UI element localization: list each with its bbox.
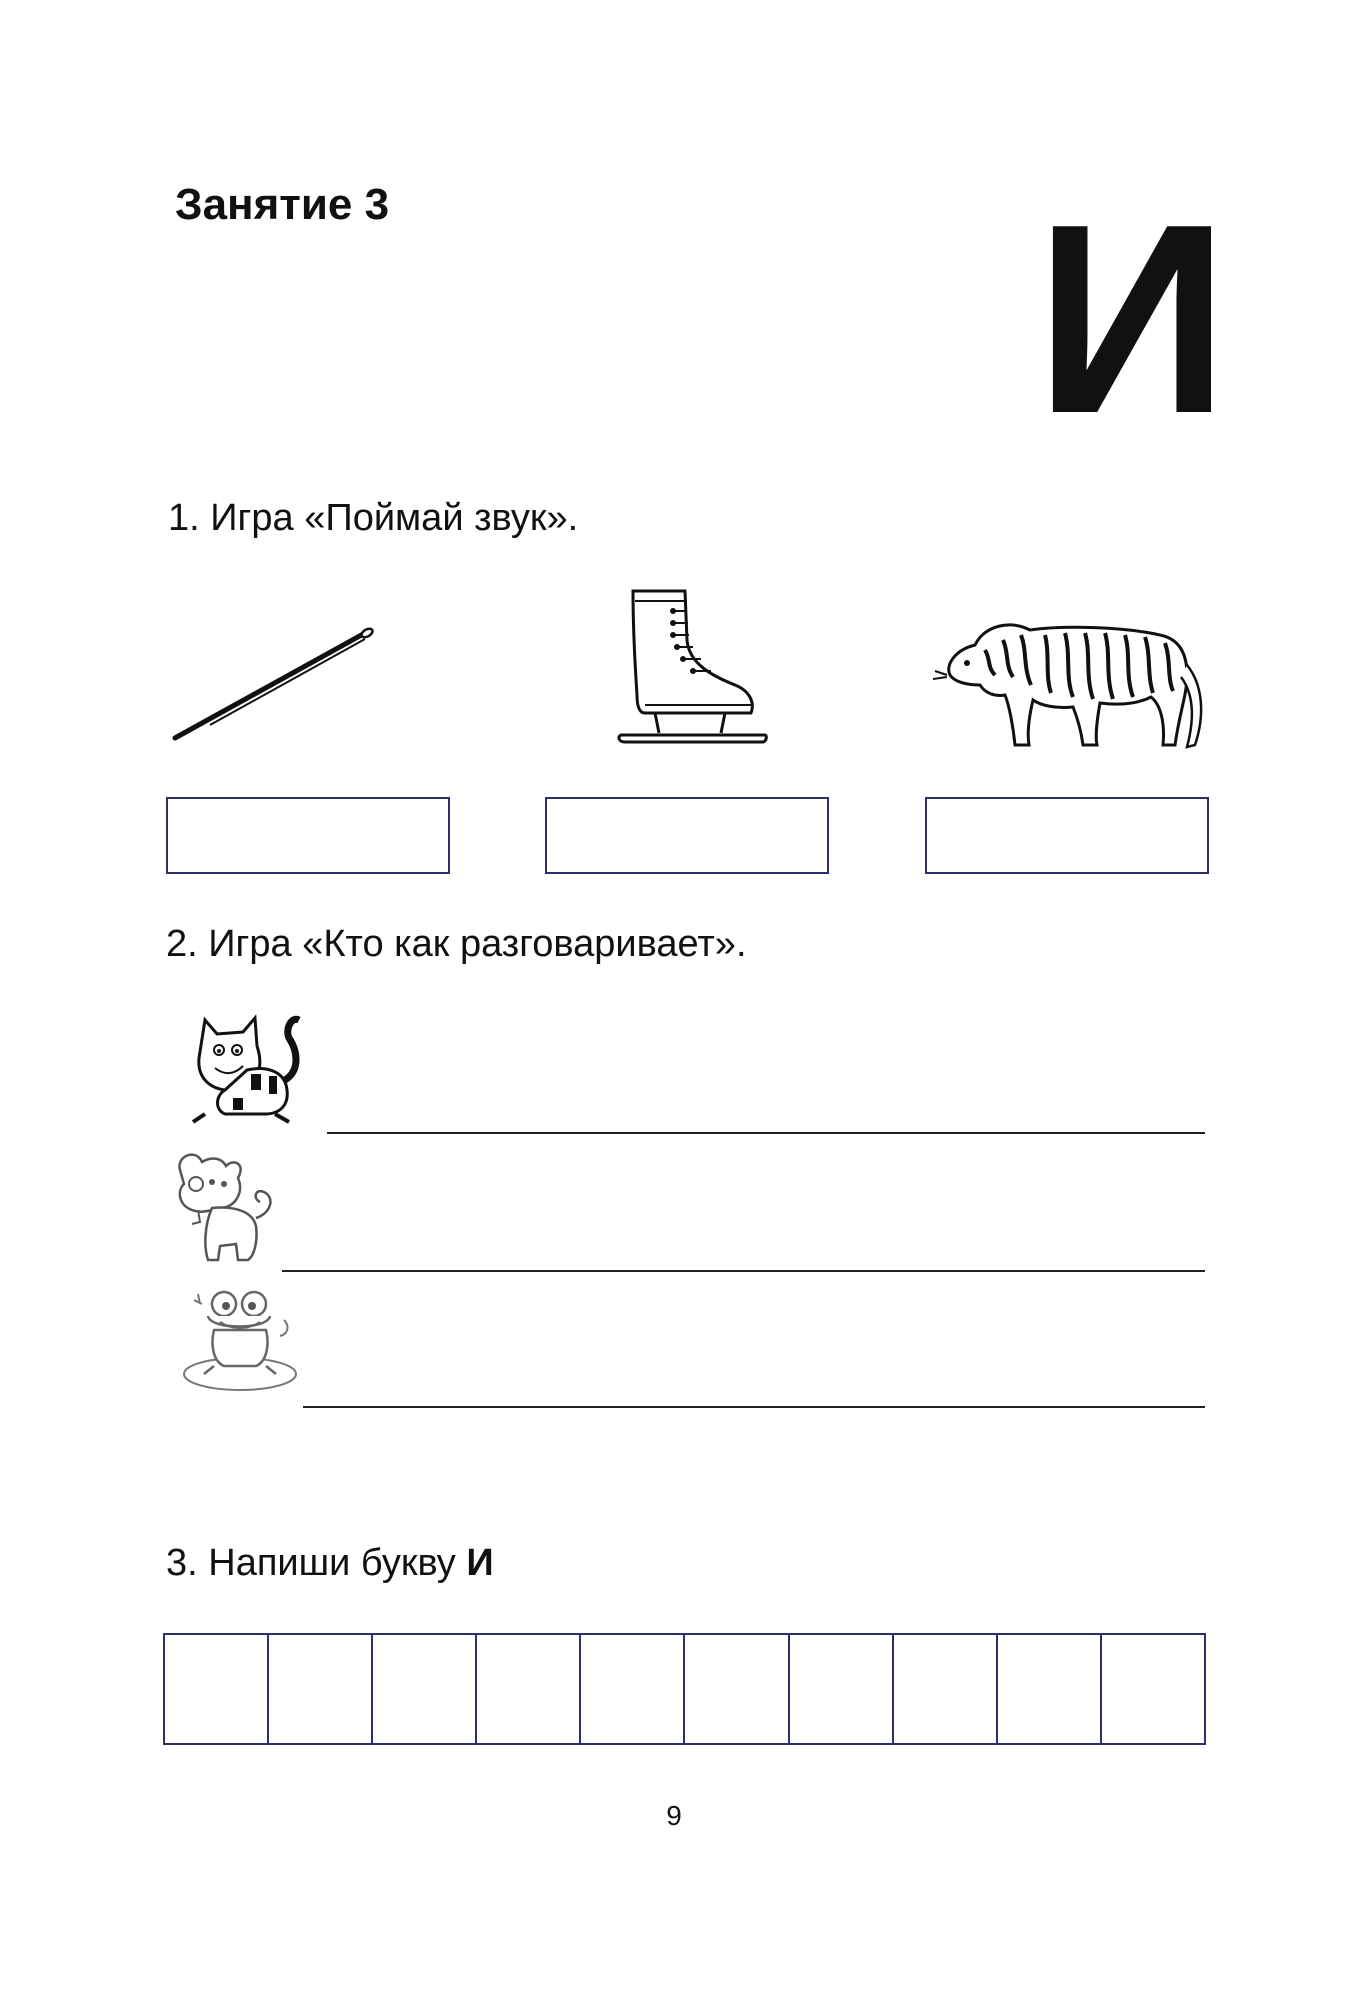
grid-cell[interactable] xyxy=(269,1635,373,1743)
task3-text: 3. Напиши букву xyxy=(166,1542,467,1584)
tiger-icon xyxy=(925,605,1210,755)
letter-writing-grid xyxy=(163,1633,1206,1745)
grid-cell[interactable] xyxy=(477,1635,581,1743)
grid-cell[interactable] xyxy=(998,1635,1102,1743)
grid-cell[interactable] xyxy=(373,1635,477,1743)
frog-icon xyxy=(180,1282,300,1394)
page-number: 9 xyxy=(666,1800,682,1831)
grid-cell[interactable] xyxy=(165,1635,269,1743)
answer-box-2[interactable] xyxy=(545,797,829,874)
dog-icon xyxy=(172,1148,277,1268)
answer-line-2[interactable] xyxy=(282,1270,1205,1272)
big-letter: И xyxy=(1035,169,1226,470)
needle-icon xyxy=(170,625,380,745)
grid-cell[interactable] xyxy=(894,1635,998,1743)
task2-heading: 2. Игра «Кто как разговаривает». xyxy=(166,923,747,965)
task1-heading: 1. Игра «Поймай звук». xyxy=(168,497,579,539)
answer-line-3[interactable] xyxy=(303,1406,1205,1408)
answer-box-1[interactable] xyxy=(166,797,450,874)
answer-box-3[interactable] xyxy=(925,797,1209,874)
lesson-title: Занятие 3 xyxy=(175,180,390,229)
grid-cell[interactable] xyxy=(1102,1635,1204,1743)
grid-cell[interactable] xyxy=(685,1635,789,1743)
task3-heading xyxy=(166,1542,494,1585)
cat-icon xyxy=(185,1010,320,1125)
grid-cell[interactable] xyxy=(581,1635,685,1743)
answer-line-1[interactable] xyxy=(327,1132,1205,1134)
grid-cell[interactable] xyxy=(790,1635,894,1743)
skate-icon xyxy=(615,585,770,750)
task3-letter: И xyxy=(466,1542,494,1584)
